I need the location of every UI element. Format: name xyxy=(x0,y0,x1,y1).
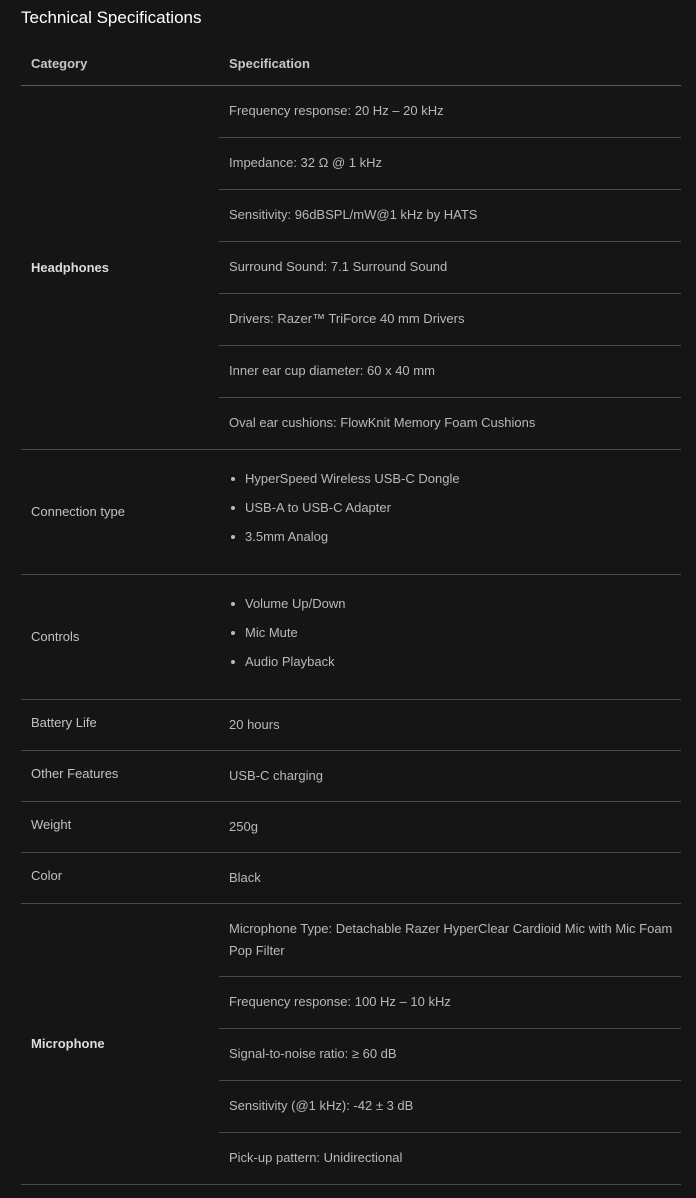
list-item: HyperSpeed Wireless USB-C Dongle xyxy=(245,464,681,493)
table-row xyxy=(21,750,681,801)
list-item: Audio Playback xyxy=(245,647,681,676)
category-other-features: Other Features xyxy=(21,750,219,801)
controls-spec-cell xyxy=(219,574,681,699)
weight-value: 250g xyxy=(219,801,681,852)
category-headphones: Headphones xyxy=(21,85,219,449)
battery-life-value: 20 hours xyxy=(219,699,681,750)
headphones-spec-group xyxy=(219,85,681,449)
other-features-value: USB-C charging xyxy=(219,750,681,801)
specification-column-header: Specification xyxy=(219,42,681,85)
list-item: Volume Up/Down xyxy=(245,589,681,618)
spec-item: Sensitivity (@1 kHz): -42 ± 3 dB xyxy=(219,1081,681,1133)
spec-item: Microphone Type: Detachable Razer HyperClear Cardioid Mic with Mic Foam Pop Filter xyxy=(219,904,681,977)
table-row xyxy=(21,801,681,852)
table-row xyxy=(21,574,681,699)
page-title: Technical Specifications xyxy=(21,8,202,27)
microphone-spec-group xyxy=(219,903,681,1184)
category-microphone: Microphone xyxy=(21,903,219,1184)
spec-item: Signal-to-noise ratio: ≥ 60 dB xyxy=(219,1029,681,1081)
spec-item: Drivers: Razer™ TriForce 40 mm Drivers xyxy=(219,294,681,346)
table-row xyxy=(21,903,681,1184)
category-color: Color xyxy=(21,852,219,903)
color-value: Black xyxy=(219,852,681,903)
category-battery-life: Battery Life xyxy=(21,699,219,750)
controls-list xyxy=(219,589,681,676)
spec-item: Frequency response: 100 Hz – 10 kHz xyxy=(219,977,681,1029)
category-weight: Weight xyxy=(21,801,219,852)
list-item: USB-A to USB-C Adapter xyxy=(245,493,681,522)
category-column-header: Category xyxy=(21,42,219,85)
table-row xyxy=(21,85,681,449)
connection-spec-cell xyxy=(219,449,681,574)
category-connection-type: Connection type xyxy=(21,449,219,574)
spec-item: Pick-up pattern: Unidirectional xyxy=(229,1150,403,1165)
spec-item: Oval ear cushions: FlowKnit Memory Foam Cushions xyxy=(229,415,536,430)
list-item: Mic Mute xyxy=(245,618,681,647)
spec-item: Impedance: 32 Ω @ 1 kHz xyxy=(219,138,681,190)
category-controls: Controls xyxy=(21,574,219,699)
specifications-table xyxy=(21,42,681,1185)
spec-item: Sensitivity: 96dBSPL/mW@1 kHz by HATS xyxy=(219,190,681,242)
spec-item: Inner ear cup diameter: 60 x 40 mm xyxy=(219,346,681,398)
table-row xyxy=(21,449,681,574)
table-row xyxy=(21,852,681,903)
spec-item: Surround Sound: 7.1 Surround Sound xyxy=(219,242,681,294)
spec-item: Frequency response: 20 Hz – 20 kHz xyxy=(219,86,681,138)
connection-list xyxy=(219,464,681,551)
table-header-row xyxy=(21,42,681,85)
table-row xyxy=(21,699,681,750)
list-item: 3.5mm Analog xyxy=(245,522,681,551)
